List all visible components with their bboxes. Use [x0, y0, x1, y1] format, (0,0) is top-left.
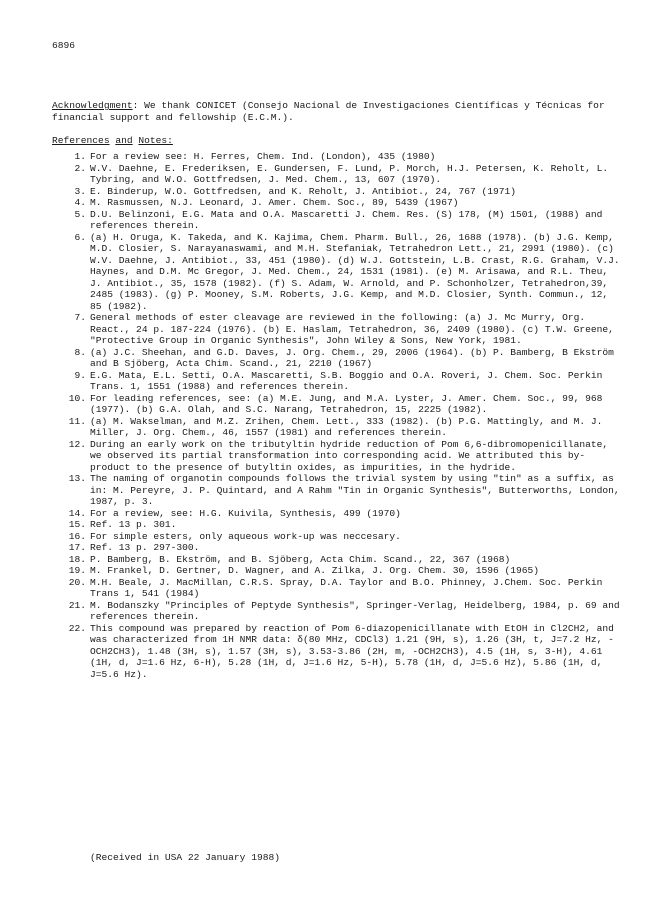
reference-item: 16. For simple esters, only aqueous work-up was neccesary.	[52, 531, 622, 543]
reference-text: The naming of organotin compounds follows the trivial system by using "tin" as a suffix, as in: M. Pereyre, J. P. Quintard, and A Rahm "Tin in Organic Synthesis", Butterworths, London, 1987, p. 3.	[90, 473, 620, 507]
acknowledgment	[52, 100, 612, 123]
reference-text: For a review, see: H.G. Kuivila, Synthesis, 499 (1970)	[90, 507, 401, 519]
reference-item: 4. M. Rasmussen, N.J. Leonard, J. Amer. Chem. Soc., 89, 5439 (1967)	[52, 197, 622, 209]
reference-text: This compound was prepared by reaction of Pom 6-diazopenicillanate with EtOH in Cl2CH2, and was characterized from 1H NMR data: δ(80 MHz, CDCl3) 1.21 (9H, s), 1.26 (3H, t, J=7.2 Hz, -OCH2CH3), 1.48 (3H, s), 1.57 (3H, s), 3.53-3.86 (2H, m, -OCH2CH3), 4.5 (1H, s, 3-H), 4.61 (1H, d, J=1.6 Hz, 6-H), 5.28 (1H, d, J=1.6 Hz, 5-H), 5.78 (1H, d, J=5.6 Hz), 5.86 (1H, d, J=5.6 Hz).	[90, 622, 614, 680]
reference-item: 14. For a review, see: H.G. Kuivila, Synthesis, 499 (1970)	[52, 508, 622, 520]
reference-item: 10. For leading references, see: (a) M.E. Jung, and M.A. Lyster, J. Amer. Chem. Soc., 99, 968 (1977). (b) G.A. Olah, and S.C. Narang, Tetrahedron, 15, 2225 (1982).	[52, 393, 622, 416]
reference-item: 7. General methods of ester cleavage are reviewed in the following: (a) J. Mc Murry, Org. React., 24 p. 187-224 (1976). (b) E. Haslam, Tetrahedron, 36, 2409 (1980). (c) T.W. Greene, "Protective Group in Organic Synthesis", John Wiley & Sons, New York, 1981.	[52, 312, 622, 347]
reference-item: 17. Ref. 13 p. 297-300.	[52, 542, 622, 554]
reference-text: For leading references, see: (a) M.E. Jung, and M.A. Lyster, J. Amer. Chem. Soc., 99, 968 (1977). (b) G.A. Olah, and S.C. Narang, Tetrahedron, 15, 2225 (1982).	[90, 392, 603, 415]
reference-item: 2. W.V. Daehne, E. Frederiksen, E. Gundersen, F. Lund, P. Morch, H.J. Petersen, K. Reholt, L. Tybring, and W.O. Gottfredsen, J. Med. Chem., 13, 607 (1970).	[52, 163, 622, 186]
reference-item: 22. This compound was prepared by reaction of Pom 6-diazopenicillanate with EtOH in Cl2CH2, and was characterized from 1H NMR data: δ(80 MHz, CDCl3) 1.21 (9H, s), 1.26 (3H, t, J=7.2 Hz, -OCH2CH3), 1.48 (3H, s), 1.57 (3H, s), 3.53-3.86 (2H, m, -OCH2CH3), 4.5 (1H, s, 3-H), 4.61 (1H, d, J=1.6 Hz, 6-H), 5.28 (1H, d, J=1.6 Hz, 5-H), 5.78 (1H, d, J=5.6 Hz), 5.86 (1H, d, J=5.6 Hz).	[52, 623, 622, 681]
reference-item: 1. For a review see: H. Ferres, Chem. Ind. (London), 435 (1980)	[52, 151, 622, 163]
reference-text: Ref. 13 p. 297-300.	[90, 542, 200, 553]
reference-text: E. Binderup, W.O. Gottfredsen, and K. Reholt, J. Antibiot., 24, 767 (1971)	[90, 185, 517, 197]
reference-item: 21. M. Bodanszky "Principles of Peptyde Synthesis", Springer-Verlag, Heidelberg, 1984, p. 69 and references therein.	[52, 600, 622, 623]
reference-text: M. Bodanszky "Principles of Peptyde Synthesis", Springer-Verlag, Heidelberg, 1984, p. 69 and references therein.	[90, 599, 620, 622]
reference-text: Ref. 13 p. 301.	[90, 519, 177, 530]
references-heading: References and Notes:	[52, 135, 173, 146]
page-number: 6896	[52, 40, 76, 51]
reference-item: 20. M.H. Beale, J. MacMillan, C.R.S. Spray, D.A. Taylor and B.O. Phinney, J.Chem. Soc. Perkin Trans 1, 541 (1984)	[52, 577, 622, 600]
reference-text: E.G. Mata, E.L. Setti, O.A. Mascaretti, S.B. Boggio and O.A. Roveri, J. Chem. Soc. Perkin Trans. 1, 1551 (1988) and references therein.	[90, 369, 603, 392]
reference-text: M. Frankel, D. Gertner, D. Wagner, and A. Zilka, J. Org. Chem. 30, 1596 (1965)	[90, 565, 540, 576]
reference-item: 18. P. Bamberg, B. Ekström, and B. Sjöberg, Acta Chim. Scand., 22, 367 (1968)	[52, 554, 622, 566]
reference-text: (a) M. Wakselman, and M.Z. Zrihen, Chem. Lett., 333 (1982). (b) P.G. Mattingly, and M. J. Miller, J. Org. Chem., 46, 1557 (1981) and references therein.	[90, 415, 603, 438]
reference-text: M.H. Beale, J. MacMillan, C.R.S. Spray, D.A. Taylor and B.O. Phinney, J.Chem. Soc. Perkin Trans 1, 541 (1984)	[90, 576, 603, 599]
received-date: (Received in USA 22 January 1988)	[90, 852, 280, 863]
reference-item: 5. D.U. Belinzoni, E.G. Mata and O.A. Mascaretti J. Chem. Res. (S) 178, (M) 1501, (1988) and references therein.	[52, 209, 622, 232]
acknowledgment-text: : We thank CONICET (Consejo Nacional de Investigaciones Científicas y Técnicas for financial support and fellowship (E.C.M.).	[52, 100, 605, 123]
reference-item: 12. During an early work on the tributyltin hydride reduction of Pom 6,6-dibromopenicillanate, we observed its partial transformation into corresponding acid. We attributed this by-product to the presence of butyltin oxides, as impurities, in the hydride.	[52, 439, 622, 474]
reference-text: P. Bamberg, B. Ekström, and B. Sjöberg, Acta Chim. Scand., 22, 367 (1968)	[90, 553, 511, 565]
reference-text: General methods of ester cleavage are reviewed in the following: (a) J. Mc Murry, Org. React., 24 p. 187-224 (1976). (b) E. Haslam, Tetrahedron, 36, 2409 (1980). (c) T.W. Greene, "Protective Group in Organic Synthesis", John Wiley & Sons, New York, 1981.	[90, 312, 614, 346]
reference-item: 3. E. Binderup, W.O. Gottfredsen, and K. Reholt, J. Antibiot., 24, 767 (1971)	[52, 186, 622, 198]
reference-item: 9. E.G. Mata, E.L. Setti, O.A. Mascaretti, S.B. Boggio and O.A. Roveri, J. Chem. Soc. Perkin Trans. 1, 1551 (1988) and references therein.	[52, 370, 622, 393]
references-list	[52, 151, 622, 680]
reference-text: For simple esters, only aqueous work-up was neccesary.	[90, 530, 401, 542]
reference-text: D.U. Belinzoni, E.G. Mata and O.A. Mascaretti J. Chem. Res. (S) 178, (M) 1501, (1988) and references therein.	[90, 208, 603, 231]
reference-item: 6. (a) H. Oruga, K. Takeda, and K. Kajima, Chem. Pharm. Bull., 26, 1688 (1978). (b) J.G. Kemp, M.D. Closier, S. Narayanaswami, and M.H. Stefaniak, Tetrahedron Lett., 21, 2991 (1980). (c) W.V. Daehne, J. Antibiot., 33, 451 (1980). (d) W.J. Gottstein, L.B. Crast, R.G. Graham, V.J. Haynes, and D.M. Mc Gregor, J. Med. Chem., 24, 1531 (1981). (e) M. Arisawa, and R.L. Theu, J. Antibiot., 35, 1578 (1982). (f) S. Adam, W. Arnold, and P. Schonholzer, Tetrahedron,39, 2485 (1983). (g) P. Mooney, S.M. Roberts, J.G. Kemp, and M.D. Closier, Synth. Commun., 12, 85 (1982).	[52, 232, 622, 313]
reference-text: M. Rasmussen, N.J. Leonard, J. Amer. Chem. Soc., 89, 5439 (1967)	[90, 197, 459, 208]
reference-text: (a) J.C. Sheehan, and G.D. Daves, J. Org. Chem., 29, 2006 (1964). (b) P. Bamberg, B Ekström and B Sjöberg, Acta Chim. Scand., 21, 2210 (1967)	[90, 346, 614, 369]
acknowledgment-label: Acknowledgment	[52, 100, 133, 111]
reference-item: 11. (a) M. Wakselman, and M.Z. Zrihen, Chem. Lett., 333 (1982). (b) P.G. Mattingly, and M. J. Miller, J. Org. Chem., 46, 1557 (1981) and references therein.	[52, 416, 622, 439]
reference-text: W.V. Daehne, E. Frederiksen, E. Gundersen, F. Lund, P. Morch, H.J. Petersen, K. Reholt, L. Tybring, and W.O. Gottfredsen, J. Med. Chem., 13, 607 (1970).	[90, 162, 609, 185]
reference-text: For a review see: H. Ferres, Chem. Ind. (London), 435 (1980)	[90, 151, 436, 162]
reference-item: 19. M. Frankel, D. Gertner, D. Wagner, and A. Zilka, J. Org. Chem. 30, 1596 (1965)	[52, 565, 622, 577]
reference-text: (a) H. Oruga, K. Takeda, and K. Kajima, Chem. Pharm. Bull., 26, 1688 (1978). (b) J.G. Kemp, M.D. Closier, S. Narayanaswami, and M.H. Stefaniak, Tetrahedron Lett., 21, 2991 (1980). (c) W.V. Daehne, J. Antibiot., 33, 451 (1980). (d) W.J. Gottstein, L.B. Crast, R.G. Graham, V.J. Haynes, and D.M. Mc Gregor, J. Med. Chem., 24, 1531 (1981). (e) M. Arisawa, and R.L. Theu, J. Antibiot., 35, 1578 (1982). (f) S. Adam, W. Arnold, and P. Schonholzer, Tetrahedron,39, 2485 (1983). (g) P. Mooney, S.M. Roberts, J.G. Kemp, and M.D. Closier, Synth. Commun., 12, 85 (1982).	[90, 231, 620, 312]
reference-item: 13. The naming of organotin compounds follows the trivial system by using "tin" as a suffix, as in: M. Pereyre, J. P. Quintard, and A Rahm "Tin in Organic Synthesis", Butterworths, London, 1987, p. 3.	[52, 473, 622, 508]
reference-item: 15. Ref. 13 p. 301.	[52, 519, 622, 531]
reference-item: 8. (a) J.C. Sheehan, and G.D. Daves, J. Org. Chem., 29, 2006 (1964). (b) P. Bamberg, B Ekström and B Sjöberg, Acta Chim. Scand., 21, 2210 (1967)	[52, 347, 622, 370]
reference-text: During an early work on the tributyltin hydride reduction of Pom 6,6-dibromopenicillanate, we observed its partial transformation into corresponding acid. We attributed this by-product to the presence of butyltin oxides, as impurities, in the hydride.	[90, 438, 609, 473]
